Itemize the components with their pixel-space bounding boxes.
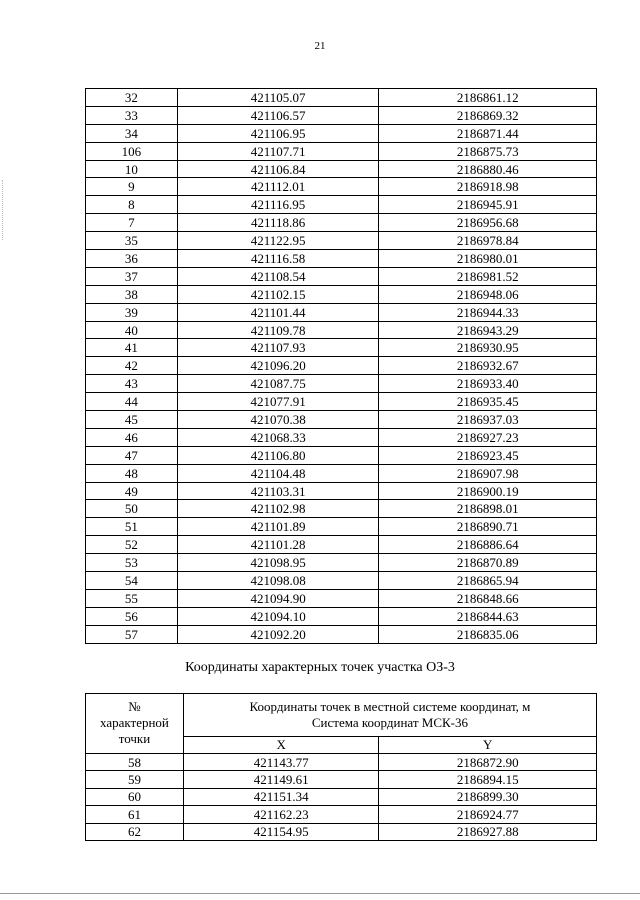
table-row	[86, 500, 597, 518]
point-number-cell: 41	[86, 339, 178, 357]
x-coordinate-cell: 421104.48	[177, 464, 379, 482]
point-number-cell: 36	[86, 250, 178, 268]
table-row	[86, 393, 597, 411]
table-row	[86, 160, 597, 178]
point-number-cell: 48	[86, 464, 178, 482]
y-coordinate-cell: 2186944.33	[379, 303, 597, 321]
point-number-cell: 7	[86, 214, 178, 232]
y-coordinate-cell: 2186927.23	[379, 428, 597, 446]
table-row	[86, 357, 597, 375]
table-row	[86, 572, 597, 590]
header-point-number	[86, 694, 184, 754]
x-coordinate-cell: 421106.80	[177, 446, 379, 464]
y-coordinate-cell: 2186870.89	[379, 554, 597, 572]
point-number-cell: 37	[86, 267, 178, 285]
x-coordinate-cell: 421094.10	[177, 607, 379, 625]
table-row	[86, 411, 597, 429]
x-coordinate-cell: 421105.07	[177, 89, 379, 107]
x-coordinate-cell: 421103.31	[177, 482, 379, 500]
table-row	[86, 823, 597, 840]
y-coordinate-cell: 2186844.63	[379, 607, 597, 625]
table-row	[86, 214, 597, 232]
x-coordinate-cell: 421149.61	[183, 771, 379, 788]
coordinates-table-oz3-body	[86, 754, 597, 841]
point-number-cell: 33	[86, 106, 178, 124]
point-number-cell: 45	[86, 411, 178, 429]
point-number-cell: 49	[86, 482, 178, 500]
header-point-line1: №	[128, 698, 141, 714]
table-row	[86, 178, 597, 196]
point-number-cell: 10	[86, 160, 178, 178]
table-row	[86, 232, 597, 250]
table-row	[86, 771, 597, 788]
x-coordinate-cell: 421116.95	[177, 196, 379, 214]
point-number-cell: 54	[86, 572, 178, 590]
y-coordinate-cell: 2186865.94	[379, 572, 597, 590]
table-row	[86, 106, 597, 124]
point-number-cell: 34	[86, 124, 178, 142]
point-number-cell: 60	[86, 788, 184, 805]
point-number-cell: 46	[86, 428, 178, 446]
x-coordinate-cell: 421106.57	[177, 106, 379, 124]
coordinates-table-body	[86, 89, 597, 644]
header-point-line3: точки	[118, 730, 151, 746]
y-coordinate-cell: 2186861.12	[379, 89, 597, 107]
table-row	[86, 375, 597, 393]
point-number-cell: 38	[86, 285, 178, 303]
y-coordinate-cell: 2186978.84	[379, 232, 597, 250]
y-coordinate-cell: 2186848.66	[379, 589, 597, 607]
y-coordinate-cell: 2186923.45	[379, 446, 597, 464]
point-number-cell: 32	[86, 89, 178, 107]
point-number-cell: 8	[86, 196, 178, 214]
x-coordinate-cell: 421112.01	[177, 178, 379, 196]
x-coordinate-cell: 421106.95	[177, 124, 379, 142]
y-coordinate-cell: 2186907.98	[379, 464, 597, 482]
table-row	[86, 285, 597, 303]
point-number-cell: 59	[86, 771, 184, 788]
table-row	[86, 554, 597, 572]
point-number-cell: 39	[86, 303, 178, 321]
point-number-cell: 43	[86, 375, 178, 393]
y-coordinate-cell: 2186899.30	[379, 788, 597, 805]
table-row	[86, 536, 597, 554]
point-number-cell: 35	[86, 232, 178, 250]
y-coordinate-cell: 2186918.98	[379, 178, 597, 196]
table-row	[86, 754, 597, 771]
x-coordinate-cell: 421098.95	[177, 554, 379, 572]
point-number-cell: 9	[86, 178, 178, 196]
y-coordinate-cell: 2186980.01	[379, 250, 597, 268]
table-row	[86, 625, 597, 643]
table-row	[86, 267, 597, 285]
y-coordinate-cell: 2186890.71	[379, 518, 597, 536]
y-coordinate-cell: 2186948.06	[379, 285, 597, 303]
point-number-cell: 58	[86, 754, 184, 771]
header-coordinates-line2: Система координат МСК-36	[311, 715, 469, 730]
x-coordinate-cell: 421154.95	[183, 823, 379, 840]
y-coordinate-cell: 2186981.52	[379, 267, 597, 285]
point-number-cell: 61	[86, 806, 184, 823]
x-coordinate-cell: 421122.95	[177, 232, 379, 250]
point-number-cell: 52	[86, 536, 178, 554]
y-coordinate-cell: 2186956.68	[379, 214, 597, 232]
bottom-scan-line	[0, 893, 640, 894]
x-coordinate-cell: 421116.58	[177, 250, 379, 268]
table-row	[86, 339, 597, 357]
table-row	[86, 142, 597, 160]
y-coordinate-cell: 2186871.44	[379, 124, 597, 142]
x-coordinate-cell: 421102.98	[177, 500, 379, 518]
y-coordinate-cell: 2186932.67	[379, 357, 597, 375]
point-number-cell: 106	[86, 142, 178, 160]
table-row	[86, 428, 597, 446]
y-coordinate-cell: 2186900.19	[379, 482, 597, 500]
x-coordinate-cell: 421107.71	[177, 142, 379, 160]
coordinates-table-oz3	[85, 693, 597, 841]
table-row	[86, 124, 597, 142]
margin-mark	[2, 180, 4, 240]
header-coordinates	[183, 694, 596, 737]
table-row	[86, 788, 597, 805]
table-row	[86, 589, 597, 607]
table-row	[86, 446, 597, 464]
table-row	[86, 250, 597, 268]
table-row	[86, 518, 597, 536]
y-coordinate-cell: 2186898.01	[379, 500, 597, 518]
table-row	[86, 89, 597, 107]
y-coordinate-cell: 2186872.90	[379, 754, 597, 771]
table-row	[86, 806, 597, 823]
header-point-line2: характерной	[100, 714, 169, 730]
y-coordinate-cell: 2186927.88	[379, 823, 597, 840]
y-coordinate-cell: 2186875.73	[379, 142, 597, 160]
point-number-cell: 56	[86, 607, 178, 625]
y-coordinate-cell: 2186869.32	[379, 106, 597, 124]
x-coordinate-cell: 421070.38	[177, 411, 379, 429]
y-coordinate-cell: 2186933.40	[379, 375, 597, 393]
table-row	[86, 607, 597, 625]
y-coordinate-cell: 2186835.06	[379, 625, 597, 643]
coordinates-table-continued	[85, 88, 597, 644]
x-coordinate-cell: 421098.08	[177, 572, 379, 590]
header-y: Y	[379, 737, 597, 754]
x-coordinate-cell: 421162.23	[183, 806, 379, 823]
point-number-cell: 44	[86, 393, 178, 411]
x-coordinate-cell: 421106.84	[177, 160, 379, 178]
point-number-cell: 47	[86, 446, 178, 464]
x-coordinate-cell: 421101.28	[177, 536, 379, 554]
x-coordinate-cell: 421107.93	[177, 339, 379, 357]
table-row	[86, 196, 597, 214]
y-coordinate-cell: 2186937.03	[379, 411, 597, 429]
x-coordinate-cell: 421102.15	[177, 285, 379, 303]
x-coordinate-cell: 421109.78	[177, 321, 379, 339]
y-coordinate-cell: 2186945.91	[379, 196, 597, 214]
x-coordinate-cell: 421068.33	[177, 428, 379, 446]
x-coordinate-cell: 421143.77	[183, 754, 379, 771]
point-number-cell: 42	[86, 357, 178, 375]
point-number-cell: 50	[86, 500, 178, 518]
y-coordinate-cell: 2186894.15	[379, 771, 597, 788]
x-coordinate-cell: 421096.20	[177, 357, 379, 375]
point-number-cell: 51	[86, 518, 178, 536]
header-x: X	[183, 737, 379, 754]
table-row	[86, 303, 597, 321]
y-coordinate-cell: 2186943.29	[379, 321, 597, 339]
y-coordinate-cell: 2186880.46	[379, 160, 597, 178]
point-number-cell: 40	[86, 321, 178, 339]
table-row	[86, 464, 597, 482]
x-coordinate-cell: 421094.90	[177, 589, 379, 607]
y-coordinate-cell: 2186930.95	[379, 339, 597, 357]
x-coordinate-cell: 421108.54	[177, 267, 379, 285]
x-coordinate-cell: 421087.75	[177, 375, 379, 393]
x-coordinate-cell: 421101.44	[177, 303, 379, 321]
point-number-cell: 53	[86, 554, 178, 572]
point-number-cell: 62	[86, 823, 184, 840]
x-coordinate-cell: 421151.34	[183, 788, 379, 805]
y-coordinate-cell: 2186935.45	[379, 393, 597, 411]
x-coordinate-cell: 421118.86	[177, 214, 379, 232]
section-title: Координаты характерных точек участка ОЗ-3	[185, 660, 455, 675]
y-coordinate-cell: 2186924.77	[379, 806, 597, 823]
y-coordinate-cell: 2186886.64	[379, 536, 597, 554]
table-row	[86, 321, 597, 339]
x-coordinate-cell: 421092.20	[177, 625, 379, 643]
x-coordinate-cell: 421101.89	[177, 518, 379, 536]
x-coordinate-cell: 421077.91	[177, 393, 379, 411]
point-number-cell: 55	[86, 589, 178, 607]
point-number-cell: 57	[86, 625, 178, 643]
header-coordinates-line1: Координаты точек в местной системе координат, м	[249, 699, 531, 714]
table-row	[86, 482, 597, 500]
page-number: 21	[314, 40, 326, 52]
